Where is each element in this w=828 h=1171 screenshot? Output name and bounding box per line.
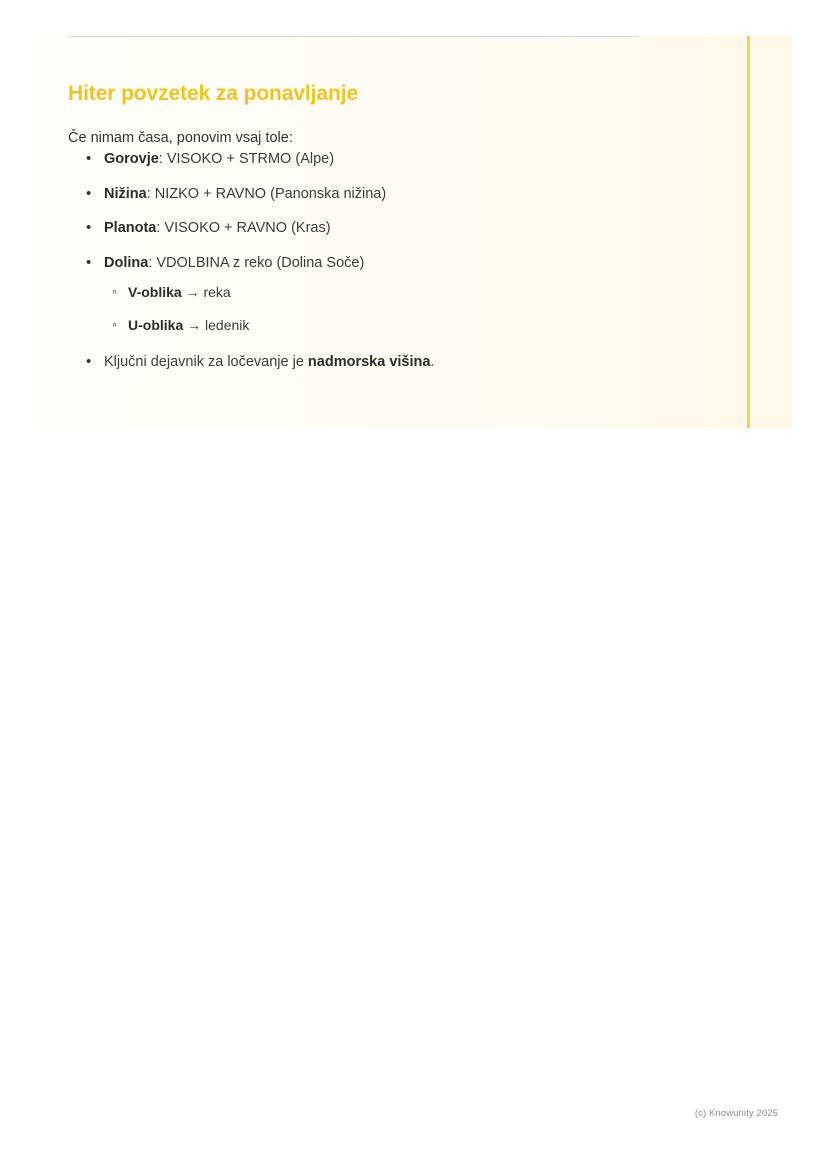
footer-credit: (c) Knowunity 2025 — [694, 1108, 778, 1119]
list-item — [104, 185, 704, 205]
sub-list-item — [128, 316, 704, 335]
accent-bar — [747, 36, 750, 428]
intro-text: Če nimam časa, ponovim vsaj tole: — [68, 129, 293, 146]
list-item-suffix: . — [430, 354, 435, 371]
list-item-strong: nadmorska višina — [307, 354, 431, 371]
list-item — [104, 219, 704, 239]
list-item-prefix: Ključni dejavnik za ločevanje je — [104, 354, 308, 371]
list-item-lead: Gorovje — [104, 151, 159, 167]
list-item-lead: Dolina — [104, 254, 149, 271]
page-title: Hiter povzetek za ponavljanje — [68, 82, 359, 106]
sub-list-item-lead: V-oblika — [128, 284, 182, 301]
list-item — [104, 254, 704, 335]
list-item-rest: : NIZKO + RAVNO (Panonska nižina) — [146, 185, 387, 202]
summary-list — [82, 150, 704, 388]
list-item-lead: Nižina — [104, 185, 147, 202]
sub-list-item-lead: U-oblika — [128, 317, 184, 334]
list-item — [104, 353, 704, 373]
list-item — [104, 150, 704, 170]
summary-card — [36, 36, 792, 428]
list-item-rest: : VISOKO + RAVNO (Kras) — [156, 220, 331, 237]
sub-list-item-rest: → reka — [181, 284, 231, 301]
list-item-lead: Planota — [104, 220, 157, 237]
sub-list — [104, 283, 704, 335]
sub-list-item-rest: → ledenik — [183, 317, 250, 334]
sub-list-item — [128, 283, 704, 302]
top-divider — [68, 36, 638, 37]
list-item-rest: : VISOKO + STRMO (Alpe) — [158, 151, 335, 167]
list-item-rest: : VDOLBINA z reko (Dolina Soče) — [148, 254, 365, 271]
